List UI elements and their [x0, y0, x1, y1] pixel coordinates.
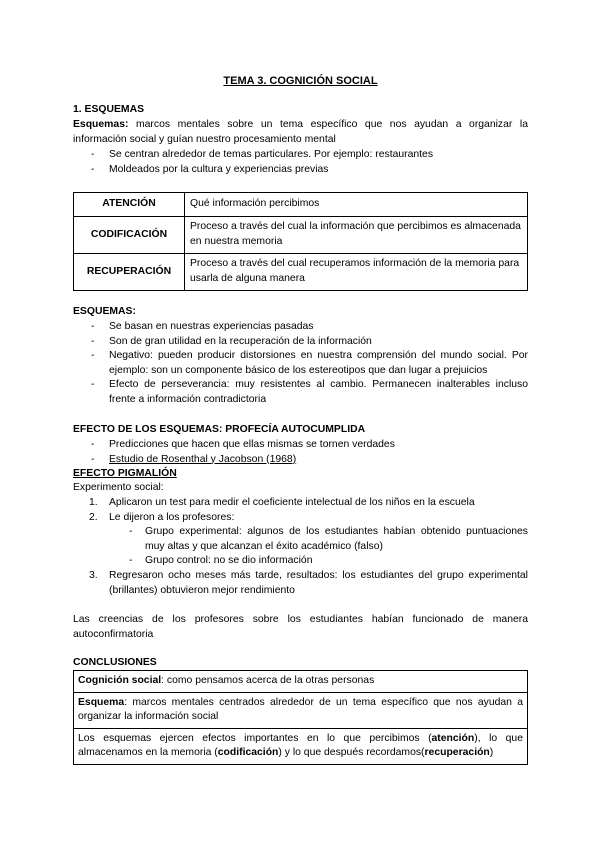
group-sublist — [73, 525, 528, 569]
conclusion-cell: Los esquemas ejercen efectos importantes en lo que percibimos (atención), lo que almacenamos en la memoria (codificación) y lo que después recordamos(recuperación) — [74, 728, 528, 764]
list-item: - Negativo: pueden producir distorsiones en nuestra comprensión del mundo social. Por ejemplo: son un componente básico de los estereotipos que dan lugar a prejuicios — [73, 349, 528, 378]
table-value: Proceso a través del cual la información que percibimos es almacenada en nuestra memoria — [185, 217, 528, 254]
table-key: RECUPERACIÓN — [74, 254, 185, 291]
processes-table — [73, 192, 528, 291]
section-heading-conclusiones: CONCLUSIONES — [73, 657, 157, 668]
table-row — [74, 193, 528, 217]
table-row — [74, 254, 528, 291]
study-reference: Estudio de Rosenthal y Jacobson (1968) — [109, 453, 297, 465]
table-key: ATENCIÓN — [74, 193, 185, 217]
page-title: TEMA 3. COGNICIÓN SOCIAL — [223, 75, 378, 87]
conclusion-cell: Cognición social: como pensamos acerca de la otras personas — [74, 671, 528, 693]
conclusion-cell: Esquema: marcos mentales centrados alrededor de un tema específico que nos ayudan a organizar la información social — [74, 692, 528, 728]
list-item: - Moldeados por la cultura y experiencias previas — [73, 163, 528, 178]
definition-term: Esquemas: — [73, 119, 129, 130]
list-item: - Grupo control: no se dio información — [73, 554, 528, 569]
table-row — [74, 692, 528, 728]
section-heading-esquemas-2: ESQUEMAS: — [73, 306, 136, 317]
list-item: 3. Regresaron ocho meses más tarde, resultados: los estudiantes del grupo experimental (brillantes) obtuvieron mejor rendimiento — [89, 569, 528, 596]
table-row — [74, 671, 528, 693]
section-heading-profecia: EFECTO DE LOS ESQUEMAS: PROFECÍA AUTOCUMPLIDA — [73, 424, 366, 435]
table-row — [74, 217, 528, 254]
list-item: - Son de gran utilidad en la recuperación de la información — [73, 335, 528, 350]
esquemas-definition — [73, 118, 528, 147]
experiment-intro: Experimento social: — [73, 482, 164, 493]
profecia-list — [73, 438, 528, 467]
list-item: - Grupo experimental: algunos de los estudiantes habían obtenido puntuaciones muy altas y que alcanzan el éxito académico (falso) — [73, 525, 528, 554]
list-item: - Efecto de perseverancia: muy resistentes al cambio. Permanecen inalterables incluso frente a información contradictoria — [73, 378, 528, 407]
list-item: 1. Aplicaron un test para medir el coeficiente intelectual de los niños en la escuela — [89, 497, 475, 508]
table-row — [74, 728, 528, 764]
experiment-steps — [73, 496, 528, 598]
table-key: CODIFICACIÓN — [74, 217, 185, 254]
list-item: - Se centran alrededor de temas particulares. Por ejemplo: restaurantes — [73, 148, 528, 163]
section-heading-pigmalion: EFECTO PIGMALIÓN — [73, 468, 177, 479]
list-item: - Predicciones que hacen que ellas mismas se tornen verdades — [73, 438, 528, 453]
list-item — [73, 453, 528, 468]
esquemas-properties-list — [73, 320, 528, 408]
definition-text: marcos mentales sobre un tema específico que nos ayudan a organizar la información social y guían nuestro procesamiento mental — [73, 119, 528, 145]
esquemas-bullets — [73, 148, 528, 177]
table-value: Qué información percibimos — [185, 193, 528, 217]
closing-paragraph: Las creencias de los profesores sobre los estudiantes habían funcionado de manera autoconfirmatoria — [73, 614, 528, 640]
list-item: - Se basan en nuestras experiencias pasadas — [73, 320, 528, 335]
list-item: 2. Le dijeron a los profesores: - Grupo experimental: algunos de los estudiantes habían obtenido puntuaciones muy altas y que alcanzan el éxito académico (falso) - Grupo control: no se dio información — [73, 511, 528, 569]
conclusions-table — [73, 670, 528, 765]
section-heading-esquemas: 1. ESQUEMAS — [73, 104, 145, 115]
table-value: Proceso a través del cual recuperamos información de la memoria para usarla de alguna manera — [185, 254, 528, 291]
